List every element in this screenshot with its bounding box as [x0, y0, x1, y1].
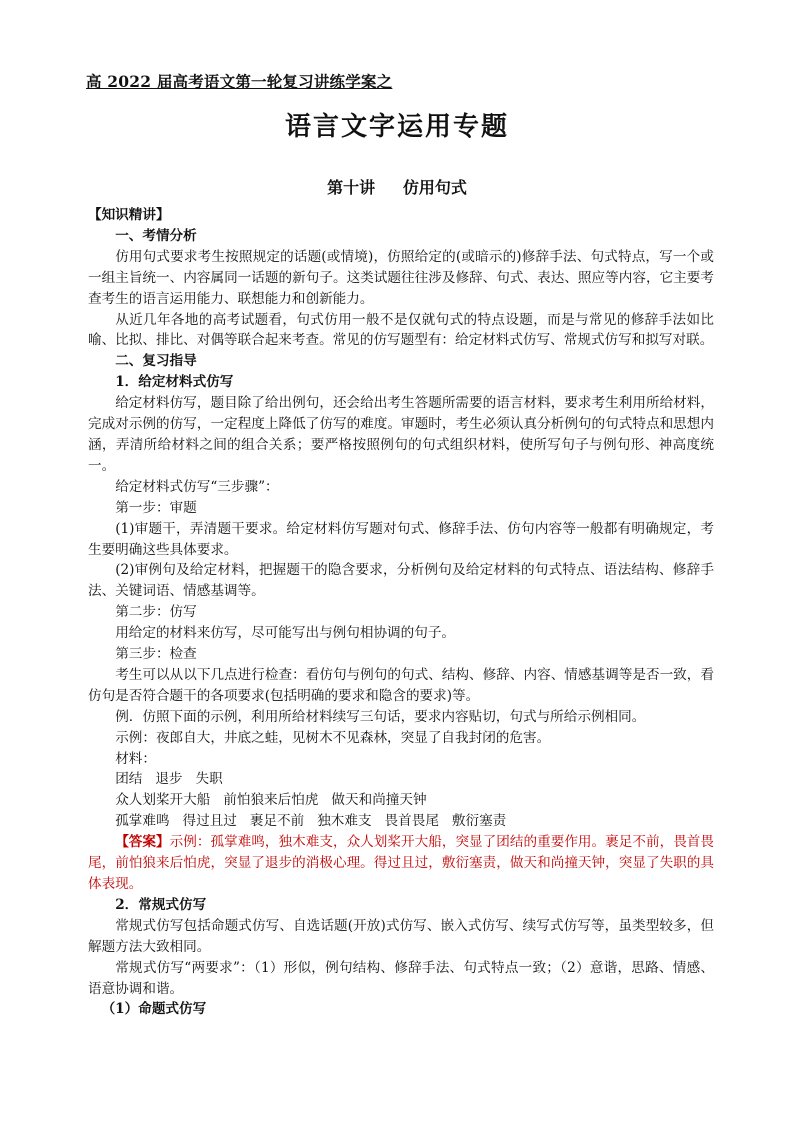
subheading-3: （1）命题式仿写 [101, 1001, 207, 1018]
step-2-title: 第二步：仿写 [115, 604, 197, 621]
example-sample: 示例：夜郎自大，井底之蛙，见树木不见森林，突显了自我封闭的危害。 [115, 729, 551, 746]
paragraph: 常规式仿写包括命题式仿写、自选话题(开放)式仿写、嵌入式仿写、续写式仿写等，虽类型较多，但解题方法大致相同。 [88, 917, 714, 955]
step-1-item-a: (1)审题干，弄清题干要求。给定材料仿写题对句式、修辞手法、仿句内容等一般都有明确规定，考生要明确这些具体要求。 [88, 520, 714, 558]
paragraph: 给定材料仿写，题目除了给出例句，还会给出考生答题所需要的语言材料，要求考生利用所给材料，完成对示例的仿写，一定程度上降低了仿写的难度。审题时，考生必须认真分析例句的句式特点和思想内涵，弄清所给材料之间的组合关系；要严格按照例句的句式组织材料，使所写句子与例句形、神高度统一。 [88, 395, 714, 474]
heading-2: 二、复习指导 [115, 353, 197, 370]
step-1-item-b: (2)审例句及给定材料，把握题干的隐含要求，分析例句及给定材料的句式特点、语法结构、修辞手法、关键词语、情感基调等。 [88, 562, 714, 600]
heading-1: 一、考情分析 [115, 227, 197, 244]
step-1-title: 第一步：审题 [115, 499, 197, 516]
material-line: 孤掌难鸣 得过且过 裹足不前 独木难支 畏首畏尾 敷衍塞责 [115, 813, 507, 830]
document-body [88, 205, 714, 1020]
answer-block [88, 832, 714, 895]
subheading-2-2: 2．常规式仿写 [115, 896, 207, 913]
step-3-title: 第三步：检查 [115, 646, 197, 663]
subheading-2-1: 1．给定材料式仿写 [115, 374, 234, 391]
paragraph: 仿用句式要求考生按照规定的话题(或情境)，仿照给定的(或暗示的)修辞手法、句式特点，写一个或一组主旨统一、内容属同一话题的新句子。这类试题往往涉及修辞、句式、表达、照应等内容，它主要考查考生的语言运用能力、联想能力和创新能力。 [88, 248, 714, 307]
example-question: 例．仿照下面的示例，利用所给材料续写三句话，要求内容贴切，句式与所给示例相同。 [115, 708, 646, 725]
step-3-text: 考生可以从以下几点进行检查：看仿句与例句的句式、结构、修辞、内容、情感基调等是否一致，看仿句是否符合题干的各项要求(包括明确的要求和隐含的要求)等。 [88, 666, 714, 704]
paragraph: 给定材料式仿写“三步骤”： [115, 478, 279, 495]
answer-text: 示例：孤掌难鸣，独木难支，众人划桨开大船，突显了团结的重要作用。裹足不前，畏首畏尾，前怕狼来后怕虎，突显了退步的消极心理。得过且过，敷衍塞责，做天和尚撞天钟，突显了失职的具体表现。 [88, 834, 715, 892]
paragraph: 常规式仿写“两要求”：（1）形似，例句结构、修辞手法、句式特点一致；（2）意谐，思路、情感、语意协调和谐。 [88, 959, 714, 997]
paragraph: 从近几年各地的高考试题看，句式仿用一般不是仅就句式的特点设题，而是与常见的修辞手法如比喻、比拟、排比、对偶等联合起来考查。常见的仿写题型有：给定材料式仿写、常规式仿写和拟写对联。 [88, 311, 714, 349]
page-title: 语言文字运用专题 [284, 112, 509, 142]
series-header: 高 2022 届高考语文第一轮复习讲练学案之 [86, 72, 393, 91]
section-tag: 【知识精讲】 [88, 207, 170, 223]
step-2-text: 用给定的材料来仿写，尽可能写出与例句相协调的句子。 [115, 625, 456, 642]
answer-label: 【答案】 [115, 834, 170, 851]
material-line: 团结 退步 失职 [115, 771, 223, 788]
lecture-title: 第十讲 仿用句式 [327, 178, 467, 197]
material-line: 众人划桨开大船 前怕狼来后怕虎 做天和尚撞天钟 [115, 792, 427, 809]
material-label: 材料： [115, 750, 156, 767]
